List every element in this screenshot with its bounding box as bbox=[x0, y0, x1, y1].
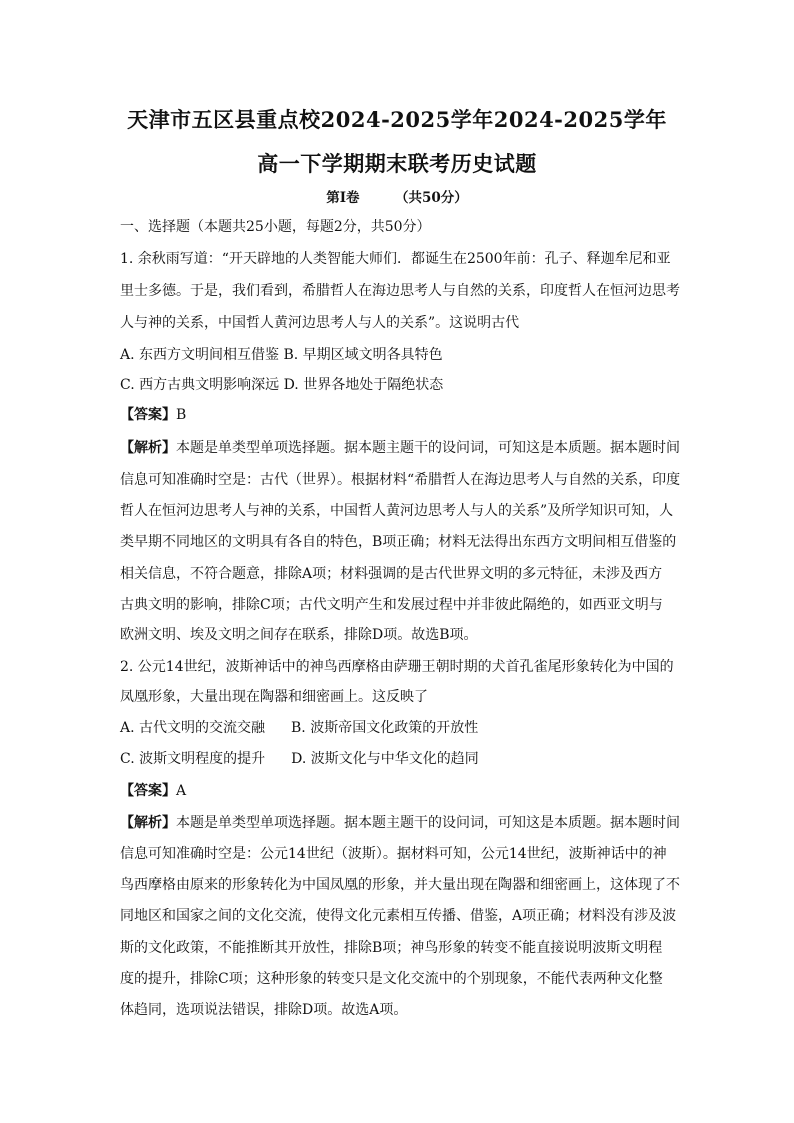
q2-option-c: C. 波斯文明程度的提升 bbox=[120, 751, 266, 767]
q2-answer bbox=[120, 780, 186, 800]
q1-stem-line: 里士多德。于是，我们看到，希腊哲人在海边思考人与自然的关系，印度哲人在恒河边思考 bbox=[120, 283, 680, 299]
q1-analysis-text: 本题是单类型单项选择题。据本题主题干的设问词，可知这是本质题。据本题时间 bbox=[176, 440, 680, 456]
q1-option-line: A. 东西方文明间相互借鉴 B. 早期区域文明各具特色 bbox=[120, 347, 443, 363]
q1-answer bbox=[120, 404, 186, 424]
q1-analysis-line: 相关信息，不符合题意，排除A项；材料强调的是古代世界文明的多元特征，未涉及西方 bbox=[120, 566, 663, 582]
q2-analysis-line: 信息可知准确时空是：公元14世纪（波斯）。据材料可知，公元14世纪，波斯神话中的神 bbox=[120, 846, 667, 862]
q1-analysis-line: 古典文明的影响，排除C项；古代文明产生和发展过程中并非彼此隔绝的，如西亚文明与 bbox=[120, 597, 663, 613]
q1-analysis-line bbox=[120, 437, 680, 457]
q2-option-d: D. 波斯文化与中华文化的趋同 bbox=[291, 751, 479, 767]
analysis-label: 【解析】 bbox=[120, 815, 176, 831]
q2-option-b: B. 波斯帝国文化政策的开放性 bbox=[291, 720, 479, 736]
volume-score: （共50分） bbox=[394, 190, 468, 206]
q2-analysis-line: 体趋同，选项说法错误，排除D项。故选A项。 bbox=[120, 1002, 408, 1018]
doc-title-line1: 天津市五区县重点校2024-2025学年2024-2025学年 bbox=[127, 107, 667, 132]
q2-options-row2 bbox=[120, 748, 479, 768]
q1-analysis-line: 哲人在恒河边思考人与神的关系，中国哲人黄河边思考人与人的关系”及所学知识可知，人 bbox=[120, 503, 674, 519]
q2-analysis-line bbox=[120, 812, 680, 832]
q2-analysis-line: 同地区和国家之间的文化交流，使得文化元素相互传播、借鉴，A项正确；材料没有涉及波 bbox=[120, 908, 677, 924]
answer-label: 【答案】 bbox=[120, 783, 176, 799]
q2-analysis-line: 鸟西摩格由原来的形象转化为中国凤凰的形象，并大量出现在陶器和细密画上，这体现了不 bbox=[120, 877, 680, 893]
q2-options-row1 bbox=[120, 717, 478, 737]
section-heading: 一、选择题（本题共25小题，每题2分，共50分） bbox=[120, 219, 431, 235]
q2-answer-value: A bbox=[176, 783, 187, 799]
doc-title-line2: 高一下学期期末联考历史试题 bbox=[257, 151, 537, 176]
volume-heading bbox=[0, 186, 794, 206]
q1-analysis-line: 欧洲文明、埃及文明之间存在联系，排除D项。故选B项。 bbox=[120, 627, 478, 643]
analysis-label: 【解析】 bbox=[120, 440, 176, 456]
q2-option-a: A. 古代文明的交流交融 bbox=[120, 720, 266, 736]
q1-analysis-line: 信息可知准确时空是：古代（世界）。根据材料“希腊哲人在海边思考人与自然的关系，印度 bbox=[120, 472, 681, 488]
q1-option-line: C. 西方古典文明影响深远 D. 世界各地处于隔绝状态 bbox=[120, 377, 444, 393]
q1-stem-line: 1. 余秋雨写道：“开天辟地的人类智能大师们．都诞生在2500年前：孔子、释迦牟尼和亚 bbox=[120, 251, 671, 267]
answer-label: 【答案】 bbox=[120, 407, 176, 423]
q2-stem-line: 凤凰形象，大量出现在陶器和细密画上。这反映了 bbox=[120, 689, 428, 705]
q2-stem-line: 2. 公元14世纪，波斯神话中的神鸟西摩格由萨珊王朝时期的犬首孔雀尾形象转化为中国的 bbox=[120, 659, 674, 675]
q2-analysis-line: 度的提升，排除C项；这种形象的转变只是文化交流中的个别现象，不能代表两种文化整 bbox=[120, 971, 663, 987]
q2-analysis-text: 本题是单类型单项选择题。据本题主题干的设问词，可知这是本质题。据本题时间 bbox=[176, 815, 680, 831]
q2-analysis-line: 斯的文化政策，不能推断其开放性，排除B项；神鸟形象的转变不能直接说明波斯文明程 bbox=[120, 940, 663, 956]
q1-stem-line: 人与神的关系，中国哲人黄河边思考人与人的关系”。这说明古代 bbox=[120, 315, 520, 331]
q1-analysis-line: 类早期不同地区的文明具有各自的特色，B项正确；材料无法得出东西方文明间相互借鉴的 bbox=[120, 534, 677, 550]
volume-label: 第Ⅰ卷 bbox=[326, 190, 360, 206]
q1-answer-value: B bbox=[176, 407, 187, 423]
